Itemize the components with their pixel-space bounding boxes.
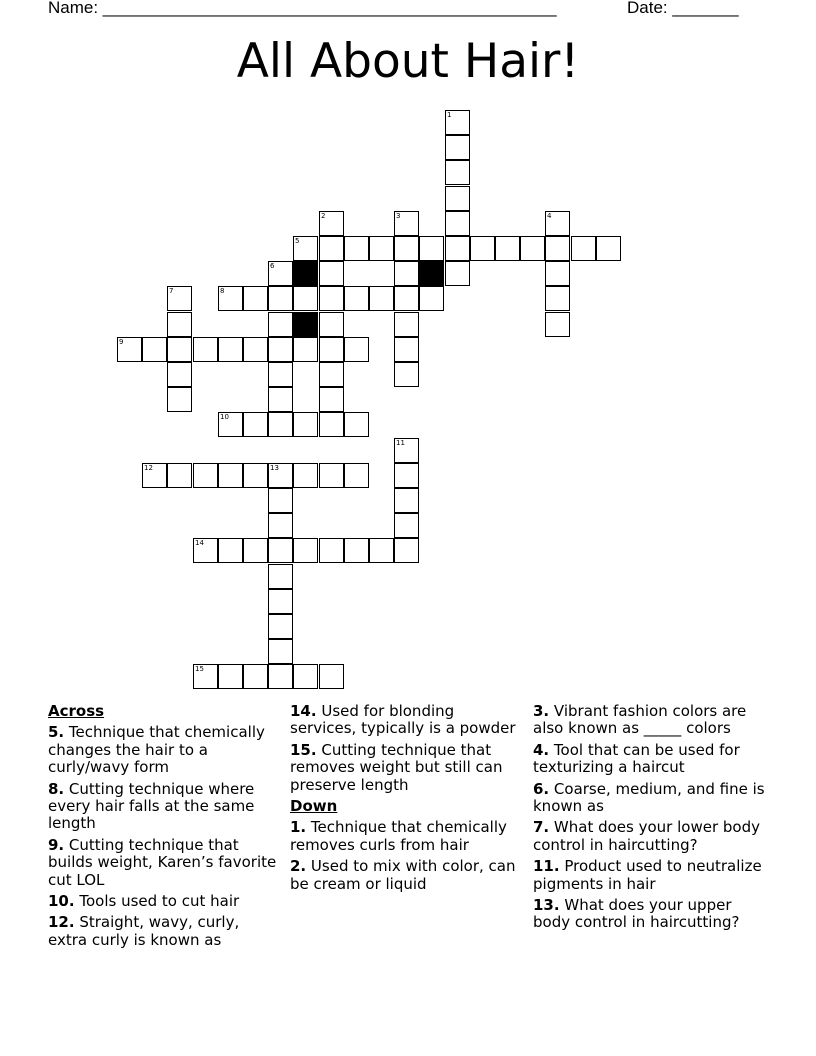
cell-number: 11: [396, 439, 405, 447]
crossword-cell[interactable]: [394, 513, 419, 538]
crossword-cell[interactable]: [293, 538, 318, 563]
crossword-cell[interactable]: [268, 564, 293, 589]
crossword-cell[interactable]: [394, 337, 419, 362]
clue-number: 10.: [48, 892, 75, 911]
crossword-cell[interactable]: [167, 286, 192, 311]
crossword-cell[interactable]: [268, 362, 293, 387]
clue-text: Tool that can be used for texturizing a haircut: [533, 740, 740, 777]
page-title: All About Hair!: [236, 34, 580, 89]
crossword-cell[interactable]: [319, 236, 344, 261]
crossword-cell[interactable]: [268, 614, 293, 639]
cell-number: 1: [447, 111, 452, 119]
crossword-cell[interactable]: [218, 412, 243, 437]
crossword-cell[interactable]: [268, 463, 293, 488]
cell-number: 10: [220, 413, 229, 421]
crossword-cell[interactable]: [445, 110, 470, 135]
crossword-block: [293, 261, 318, 286]
clue-down-3: [533, 703, 768, 738]
crossword-cell[interactable]: [545, 236, 570, 261]
crossword-cell[interactable]: [319, 286, 344, 311]
clue-text: Coarse, medium, and fine is known as: [533, 779, 765, 816]
clue-number: 15.: [290, 740, 317, 759]
crossword-cell[interactable]: [268, 639, 293, 664]
crossword-cell[interactable]: [243, 337, 268, 362]
clue-down-2: [290, 858, 525, 893]
crossword-cell[interactable]: [293, 286, 318, 311]
crossword-cell[interactable]: [344, 463, 369, 488]
crossword-cell[interactable]: [344, 286, 369, 311]
crossword-cell[interactable]: [394, 438, 419, 463]
crossword-cell[interactable]: [243, 412, 268, 437]
clue-down-13: [533, 897, 768, 932]
crossword-cell[interactable]: [445, 236, 470, 261]
clue-number: 2.: [290, 857, 307, 876]
crossword-cell[interactable]: [545, 261, 570, 286]
clue-number: 4.: [533, 740, 550, 759]
cell-number: 4: [547, 212, 552, 220]
crossword-cell[interactable]: [268, 538, 293, 563]
clue-number: 7.: [533, 818, 550, 837]
crossword-cell[interactable]: [445, 135, 470, 160]
crossword-cell[interactable]: [344, 412, 369, 437]
crossword-cell[interactable]: [419, 286, 444, 311]
crossword-cell[interactable]: [268, 664, 293, 689]
crossword-block: [293, 312, 318, 337]
date-field-label: Date: _______: [627, 0, 739, 17]
clue-number: 3.: [533, 702, 550, 720]
crossword-cell[interactable]: [369, 538, 394, 563]
crossword-cell[interactable]: [445, 160, 470, 185]
crossword-cell[interactable]: [218, 538, 243, 563]
crossword-cell[interactable]: [218, 286, 243, 311]
clue-text: Tools used to cut hair: [79, 892, 240, 911]
crossword-cell[interactable]: [319, 538, 344, 563]
crossword-cell[interactable]: [319, 211, 344, 236]
cell-number: 6: [270, 262, 275, 270]
clue-across-5: [48, 724, 283, 776]
crossword-cell[interactable]: [319, 387, 344, 412]
crossword-cell[interactable]: [167, 362, 192, 387]
clue-number: 9.: [48, 835, 65, 854]
crossword-block: [419, 261, 444, 286]
crossword-cell[interactable]: [243, 538, 268, 563]
crossword-cell[interactable]: [293, 664, 318, 689]
crossword-cell[interactable]: [167, 312, 192, 337]
clue-text: Cutting technique that removes weight but still can preserve length: [290, 740, 503, 794]
crossword-cell[interactable]: [293, 337, 318, 362]
crossword-cell[interactable]: [344, 538, 369, 563]
crossword-cell[interactable]: [369, 286, 394, 311]
clue-text: Used for blonding services, typically is a powder: [290, 702, 516, 738]
cell-number: 14: [195, 539, 204, 547]
crossword-cell[interactable]: [545, 211, 570, 236]
crossword-cell[interactable]: [394, 538, 419, 563]
crossword-cell[interactable]: [243, 664, 268, 689]
clue-text: Vibrant fashion colors are also known as _____ colors: [533, 702, 747, 738]
crossword-cell[interactable]: [369, 236, 394, 261]
clue-across-8: [48, 781, 283, 833]
crossword-cell[interactable]: [268, 412, 293, 437]
crossword-cell[interactable]: [344, 337, 369, 362]
crossword-cell[interactable]: [545, 286, 570, 311]
crossword-cell[interactable]: [268, 312, 293, 337]
crossword-cell[interactable]: [268, 589, 293, 614]
crossword-cell[interactable]: [520, 236, 545, 261]
crossword-cell[interactable]: [167, 337, 192, 362]
crossword-cell[interactable]: [293, 463, 318, 488]
crossword-cell[interactable]: [117, 337, 142, 362]
crossword-cell[interactable]: [167, 463, 192, 488]
crossword-cell[interactable]: [445, 186, 470, 211]
crossword-cell[interactable]: [319, 337, 344, 362]
down-heading: Down: [290, 797, 338, 816]
clue-across-14: [290, 703, 525, 738]
clue-text: Used to mix with color, can be cream or liquid: [290, 857, 516, 893]
clue-down-6: [533, 781, 768, 816]
cell-number: 3: [396, 212, 401, 220]
crossword-cell[interactable]: [268, 488, 293, 513]
crossword-cell[interactable]: [319, 362, 344, 387]
crossword-cell[interactable]: [193, 538, 218, 563]
crossword-cell[interactable]: [193, 463, 218, 488]
crossword-cell[interactable]: [193, 664, 218, 689]
name-field-label: Name: ________________________________________________: [48, 0, 557, 17]
crossword-cell[interactable]: [218, 463, 243, 488]
crossword-cell[interactable]: [193, 337, 218, 362]
crossword-cell[interactable]: [319, 312, 344, 337]
crossword-cell[interactable]: [470, 236, 495, 261]
crossword-cell[interactable]: [394, 211, 419, 236]
clue-number: 8.: [48, 779, 65, 798]
crossword-cell[interactable]: [394, 488, 419, 513]
crossword-cell[interactable]: [268, 261, 293, 286]
crossword-cell[interactable]: [394, 286, 419, 311]
clue-across-10: [48, 893, 283, 910]
clue-number: 12.: [48, 913, 75, 932]
clue-number: 5.: [48, 723, 65, 742]
crossword-cell[interactable]: [596, 236, 621, 261]
cell-number: 15: [195, 665, 204, 673]
clue-down-1: [290, 819, 525, 854]
crossword-cell[interactable]: [394, 261, 419, 286]
crossword-cell[interactable]: [571, 236, 596, 261]
clue-down-11: [533, 858, 768, 893]
crossword-cell[interactable]: [394, 362, 419, 387]
clues-column-3: [533, 703, 768, 936]
clue-number: 11.: [533, 857, 560, 876]
clue-number: 14.: [290, 702, 317, 720]
cell-number: 7: [169, 287, 174, 295]
crossword-cell[interactable]: [268, 387, 293, 412]
crossword-cell[interactable]: [268, 286, 293, 311]
clue-text: Technique that chemically changes the hair to a curly/wavy form: [48, 723, 265, 777]
crossword-cell[interactable]: [268, 337, 293, 362]
crossword-cell[interactable]: [243, 286, 268, 311]
cell-number: 12: [144, 464, 153, 472]
crossword-cell[interactable]: [142, 337, 167, 362]
crossword-cell[interactable]: [445, 211, 470, 236]
clue-number: 1.: [290, 818, 307, 837]
across-heading: Across: [48, 702, 105, 720]
crossword-cell[interactable]: [218, 664, 243, 689]
clue-across-12: [48, 914, 283, 949]
clue-text: What does your lower body control in haircutting?: [533, 818, 760, 854]
clue-down-4: [533, 742, 768, 777]
clue-text: Cutting technique where every hair falls at the same length: [48, 779, 255, 833]
crossword-cell[interactable]: [344, 236, 369, 261]
clues-column-1: [48, 703, 283, 953]
clue-text: Cutting technique that builds weight, Karen’s favorite cut LOL: [48, 835, 277, 889]
crossword-cell[interactable]: [394, 312, 419, 337]
clue-across-9: [48, 837, 283, 889]
clue-down-7: [533, 819, 768, 854]
crossword-cell[interactable]: [394, 463, 419, 488]
clue-number: 13.: [533, 896, 560, 915]
clue-number: 6.: [533, 779, 550, 798]
crossword-cell[interactable]: [495, 236, 520, 261]
crossword-cell[interactable]: [319, 412, 344, 437]
clue-across-15: [290, 742, 525, 794]
crossword-cell[interactable]: [545, 312, 570, 337]
clue-text: Product used to neutralize pigments in hair: [533, 857, 762, 893]
crossword-cell[interactable]: [167, 387, 192, 412]
cell-number: 5: [295, 237, 300, 245]
crossword-cell[interactable]: [243, 463, 268, 488]
crossword-cell[interactable]: [142, 463, 167, 488]
cell-number: 9: [119, 338, 124, 346]
clue-text: Straight, wavy, curly, extra curly is known as: [48, 913, 240, 949]
clue-text: What does your upper body control in haircutting?: [533, 896, 740, 932]
crossword-cell[interactable]: [419, 236, 444, 261]
clues-column-2: [290, 703, 525, 897]
cell-number: 13: [270, 464, 279, 472]
crossword-cell[interactable]: [293, 236, 318, 261]
crossword-cell[interactable]: [293, 412, 318, 437]
crossword-cell[interactable]: [319, 261, 344, 286]
clue-text: Technique that chemically removes curls from hair: [290, 818, 507, 854]
crossword-cell[interactable]: [218, 337, 243, 362]
crossword-cell[interactable]: [319, 664, 344, 689]
crossword-cell[interactable]: [445, 261, 470, 286]
crossword-cell[interactable]: [394, 236, 419, 261]
cell-number: 2: [321, 212, 326, 220]
cell-number: 8: [220, 287, 225, 295]
crossword-cell[interactable]: [268, 513, 293, 538]
crossword-cell[interactable]: [319, 463, 344, 488]
